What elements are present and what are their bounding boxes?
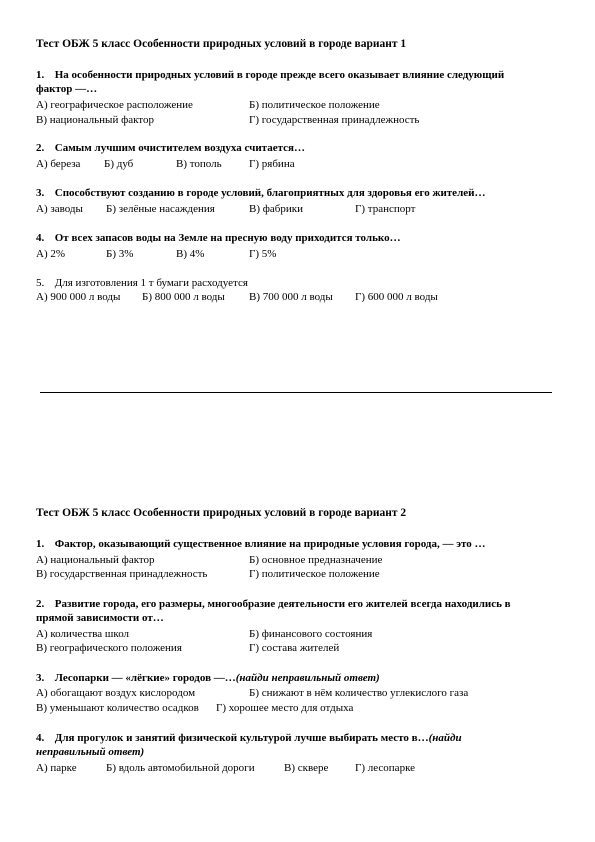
v2-q4-hint-part1: (найди: [428, 732, 462, 744]
v1-q3-option-a[interactable]: А) заводы: [36, 203, 83, 215]
v2-q3-hint: (найди неправильный ответ): [235, 672, 380, 684]
v1-q1-option-b[interactable]: Б) политическое положение: [249, 99, 380, 111]
v2-q3-option-c[interactable]: В) уменьшают количество осадков: [36, 702, 199, 714]
v1-q4-option-b[interactable]: Б) 3%: [106, 248, 134, 260]
v2-q2-line2: прямой зависимости от…: [36, 612, 164, 624]
v2-q3-option-d[interactable]: Г) хорошее место для отдыха: [216, 702, 354, 714]
v1-q3-question: Способствуют созданию в городе условий, благоприятных для здоровья его жителей…: [54, 187, 486, 199]
v2-q1-option-b[interactable]: Б) основное предназначение: [249, 554, 383, 566]
v1-q3-number: 3.: [36, 187, 45, 199]
v1-q4-option-d[interactable]: Г) 5%: [249, 248, 277, 260]
v1-q4-option-a[interactable]: А) 2%: [36, 248, 66, 260]
v2-q4-question: Для прогулок и занятий физической культурой лучше выбирать место в…: [54, 732, 429, 744]
v1-q3-option-b[interactable]: Б) зелёные насаждения: [106, 203, 215, 215]
v1-q5-number: 5.: [36, 277, 45, 289]
v2-q4-option-a[interactable]: А) парке: [36, 762, 77, 774]
v2-q1-option-d[interactable]: Г) политическое положение: [249, 568, 380, 580]
v1-q3-option-d[interactable]: Г) транспорт: [355, 203, 416, 215]
v2-q1-question: Фактор, оказывающий существенное влияние на природные условия города, — это …: [54, 538, 486, 550]
v2-q2-option-b[interactable]: Б) финансового состояния: [249, 628, 373, 640]
v1-q4-question: От всех запасов воды на Земле на пресную воду приходится только…: [54, 232, 401, 244]
v2-q3-option-a[interactable]: А) обогащают воздух кислородом: [36, 687, 196, 699]
v1-q4-number: 4.: [36, 232, 45, 244]
v2-q1-option-c[interactable]: В) государственная принадлежность: [36, 568, 208, 580]
v1-q2-option-a[interactable]: А) береза: [36, 158, 81, 170]
v1-q2-question: Самым лучшим очистителем воздуха считается…: [54, 142, 305, 154]
v1-q5-option-d[interactable]: Г) 600 000 л воды: [355, 291, 438, 303]
v2-q2-option-c[interactable]: В) географического положения: [36, 642, 182, 654]
v2-q4-option-b[interactable]: Б) вдоль автомобильной дороги: [106, 762, 255, 774]
v2-q1-option-a[interactable]: А) национальный фактор: [36, 554, 155, 566]
v1-q2-option-d[interactable]: Г) рябина: [249, 158, 295, 170]
v2-q2-number: 2.: [36, 598, 45, 610]
v1-q5-question: Для изготовления 1 т бумаги расходуется: [54, 277, 248, 289]
v1-q2-number: 2.: [36, 142, 45, 154]
v2-q3-option-b[interactable]: Б) снижают в нём количество углекислого газа: [249, 687, 469, 699]
variant1-title: Тест ОБЖ 5 класс Особенности природных условий в городе вариант 1: [36, 38, 407, 50]
v1-q5-option-a[interactable]: А) 900 000 л воды: [36, 291, 121, 303]
v1-q1-text: [36, 68, 504, 82]
v1-q1-option-c[interactable]: В) национальный фактор: [36, 114, 154, 126]
v1-q1-option-a[interactable]: А) географическое расположение: [36, 99, 193, 111]
v2-q4-hint-part2: неправильный ответ): [36, 746, 145, 758]
v2-q2-option-a[interactable]: А) количества школ: [36, 628, 130, 640]
v2-q2-line1: Развитие города, его размеры, многообразие деятельности его жителей всегда находились в: [54, 598, 511, 610]
v1-q4-option-c[interactable]: В) 4%: [176, 248, 205, 260]
v1-q3-option-c[interactable]: В) фабрики: [249, 203, 303, 215]
v2-q2-text: [36, 597, 511, 611]
v1-q5-text: [36, 276, 248, 290]
v1-q2-option-c[interactable]: В) тополь: [176, 158, 222, 170]
v2-q3-text: [36, 671, 380, 685]
v1-q3-text: [36, 186, 485, 200]
v1-q1-number: 1.: [36, 69, 45, 81]
v2-q4-option-c[interactable]: В) сквере: [284, 762, 329, 774]
v2-q1-number: 1.: [36, 538, 45, 550]
variant2-title: Тест ОБЖ 5 класс Особенности природных условий в городе вариант 2: [36, 507, 407, 519]
v1-q1-option-d[interactable]: Г) государственная принадлежность: [249, 114, 420, 126]
cut-line-divider: [40, 392, 552, 393]
v2-q3-question: Лесопарки — «лёгкие» городов —…: [54, 672, 236, 684]
v2-q4-text: [36, 731, 462, 745]
v1-q2-text: [36, 141, 305, 155]
v1-q2-option-b[interactable]: Б) дуб: [104, 158, 134, 170]
v1-q4-text: [36, 231, 401, 245]
v1-q5-option-c[interactable]: В) 700 000 л воды: [249, 291, 333, 303]
v2-q2-option-d[interactable]: Г) состава жителей: [249, 642, 340, 654]
v1-q5-option-b[interactable]: Б) 800 000 л воды: [142, 291, 225, 303]
v2-q4-option-d[interactable]: Г) лесопарке: [355, 762, 416, 774]
v2-q4-number: 4.: [36, 732, 45, 744]
v1-q1-line2: фактор —…: [36, 83, 98, 95]
v2-q1-text: [36, 537, 486, 551]
v1-q1-line1: На особенности природных условий в городе прежде всего оказывает влияние следующий: [54, 69, 505, 81]
v2-q3-number: 3.: [36, 672, 45, 684]
